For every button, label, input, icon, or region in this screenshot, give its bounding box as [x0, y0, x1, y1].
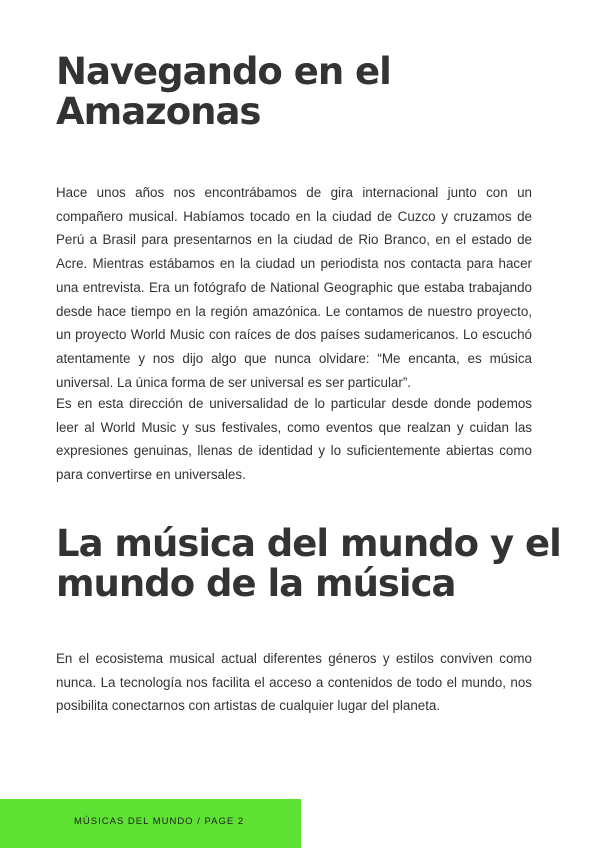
section-title-musica-del-mundo: La música del mundo y el mundo de la música — [56, 522, 561, 605]
body-paragraph-1: Hace unos años nos encontrábamos de gira internacional junto con un compañero musical. Habíamos tocado en la ciudad de Cuzco y cruzamos de Perú a Brasil para presentarnos en la ciudad de Rio Branco, en el estado de Acre. Mientras estábamos en la ciudad un periodista nos contacta para hacer una entrevista. Era un fotógrafo de National Geographic que estaba trabajando desde hace tiempo en la región amazónica. Le contamos de nuestro proyecto, un proyecto World Music con raíces de dos países sudamericanos. Lo escuchó atentamente y nos dijo algo que nunca olvidare: “Me encanta, es música universal. La única forma de ser universal es ser particular”. — [56, 185, 532, 390]
footer-bar — [0, 799, 301, 848]
section-title-amazonas: Navegando en el Amazonas — [56, 50, 391, 133]
body-paragraph-2: Es en esta dirección de universalidad de lo particular desde donde podemos leer al World Music y sus festivales, como eventos que realzan y cuidan las expresiones genuinas, llenas de identidad y lo suficientemente abiertas como para convertirse en universales. — [56, 396, 532, 483]
footer-page-label: MÚSICAS DEL MUNDO / PAGE 2 — [74, 816, 245, 827]
body-paragraph-3: En el ecosistema musical actual diferentes géneros y estilos conviven como nunca. La tecnología nos facilita el acceso a contenidos de todo el mundo, nos posibilita conectarnos con artistas de cualquier lugar del planeta. — [56, 651, 532, 714]
